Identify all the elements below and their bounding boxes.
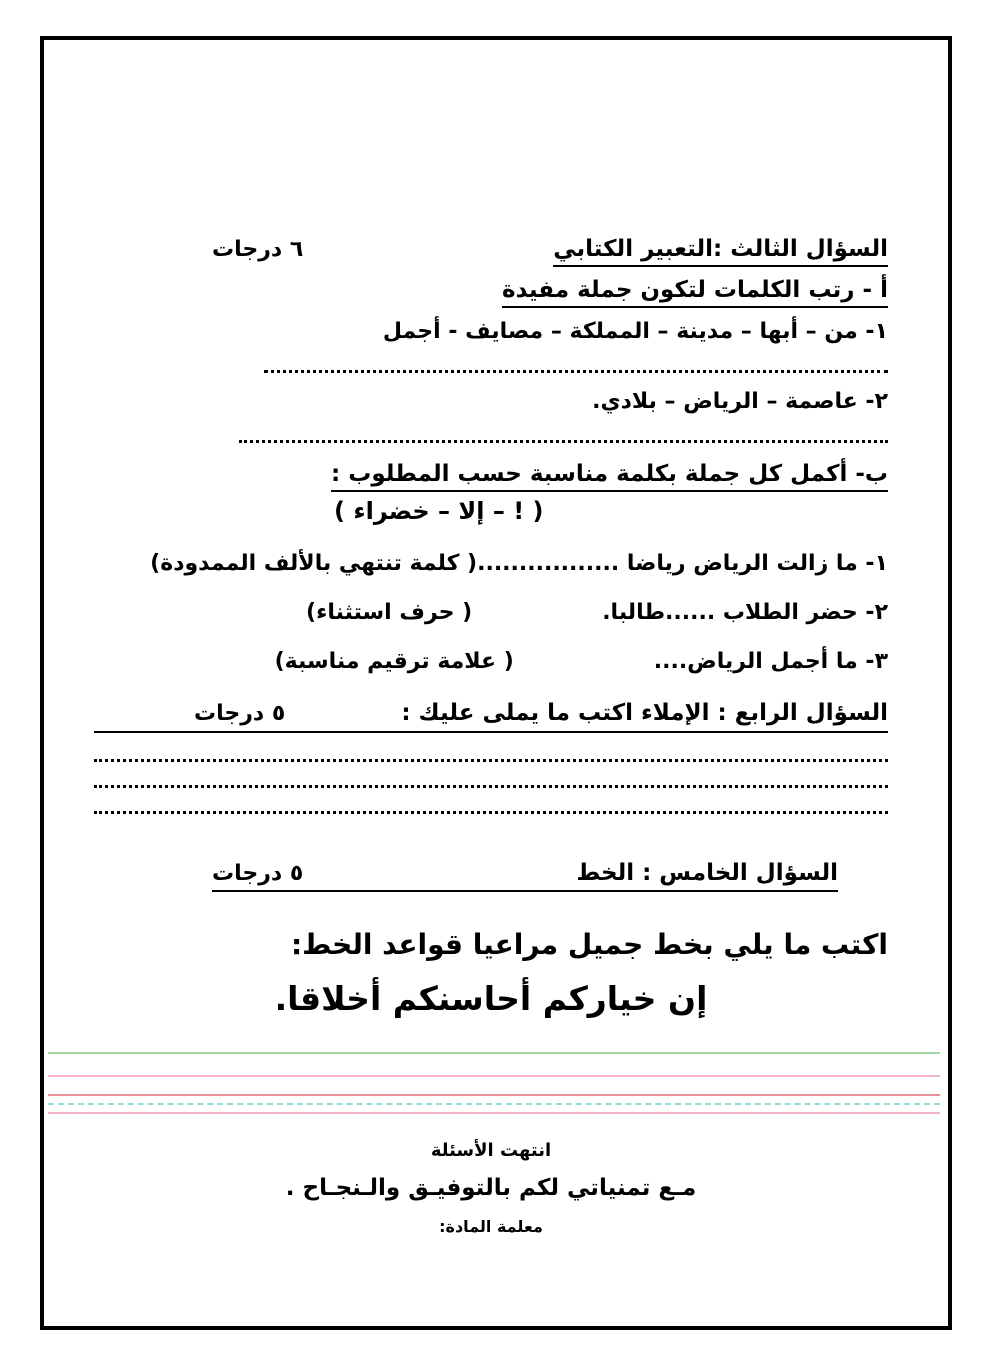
page-border-frame [40,36,952,1330]
guideline-cyan-dashed-line [48,1103,940,1105]
question3-item-a2: ٢- عاصمة – الرياض – بلادي. [592,389,888,414]
teacher-signature-label: معلمة المادة: [439,1217,543,1236]
dictation-dotted-line-2 [94,785,888,788]
handwriting-instruction: اكتب ما يلي بخط جميل مراعيا قواعد الخط: [290,928,888,961]
question5-marks: ٥ درجات [212,861,304,886]
word-options: ( ! – إلا – خضراء ) [334,497,544,525]
dictation-dotted-line-1 [94,759,888,762]
handwriting-guidelines [48,1052,940,1114]
question3-item-b2-hint: ( حرف استثناء) [306,600,473,625]
question3-marks: ٦ درجات [211,237,304,262]
question3-item-b2-text: ٢- حضر الطلاب ......طالبا. [602,600,888,625]
calligraphy-sentence: إن خياركم أحاسنكم أخلاقا. [274,979,708,1018]
guideline-pink-line-top [48,1075,940,1077]
question3-title: السؤال الثالث :التعبير الكتابي [553,236,888,267]
question4-header [94,700,888,733]
question3-part-b-title: ب- أكمل كل جملة بكلمة مناسبة حسب المطلوب : [94,461,888,487]
question5-header [212,860,838,892]
answer-dotted-line-1 [264,370,888,373]
question3-item-b2 [94,600,888,625]
question3-header [94,236,888,267]
question5-title: السؤال الخامس : الخط [576,860,838,886]
question3-item-b3 [94,649,888,674]
question3-item-a1: ١- من – أبها – مدينة – المملكة – مصايف - أجمل [382,319,888,344]
guideline-pink-line-bottom [48,1112,940,1114]
dictation-dotted-line-3 [94,811,888,814]
answer-dotted-line-2 [239,440,888,443]
question3-item-b3-hint: ( علامة ترقيم مناسبة) [274,649,514,674]
good-luck-wishes-text: مـع تمنياتي لكم بالتوفيـق والـنجـاح . [285,1175,697,1201]
question3-part-a-title: أ - رتب الكلمات لتكون جملة مفيدة [94,277,888,303]
exam-content [44,40,948,1326]
question4-marks: ٥ درجات [194,701,286,726]
question4-title: السؤال الرابع : الإملاء اكتب ما يملى عليك : [401,700,888,726]
guideline-red-line [48,1094,940,1096]
question3-item-b3-text: ٣- ما أجمل الرياض.... [653,649,888,674]
guideline-green-line [48,1052,940,1054]
question3-item-b1: ١- ما زالت الرياض رياضا .................( كلمة تنتهي بالألف الممدودة) [150,551,888,576]
end-of-questions-text: انتهت الأسئلة [430,1140,552,1161]
